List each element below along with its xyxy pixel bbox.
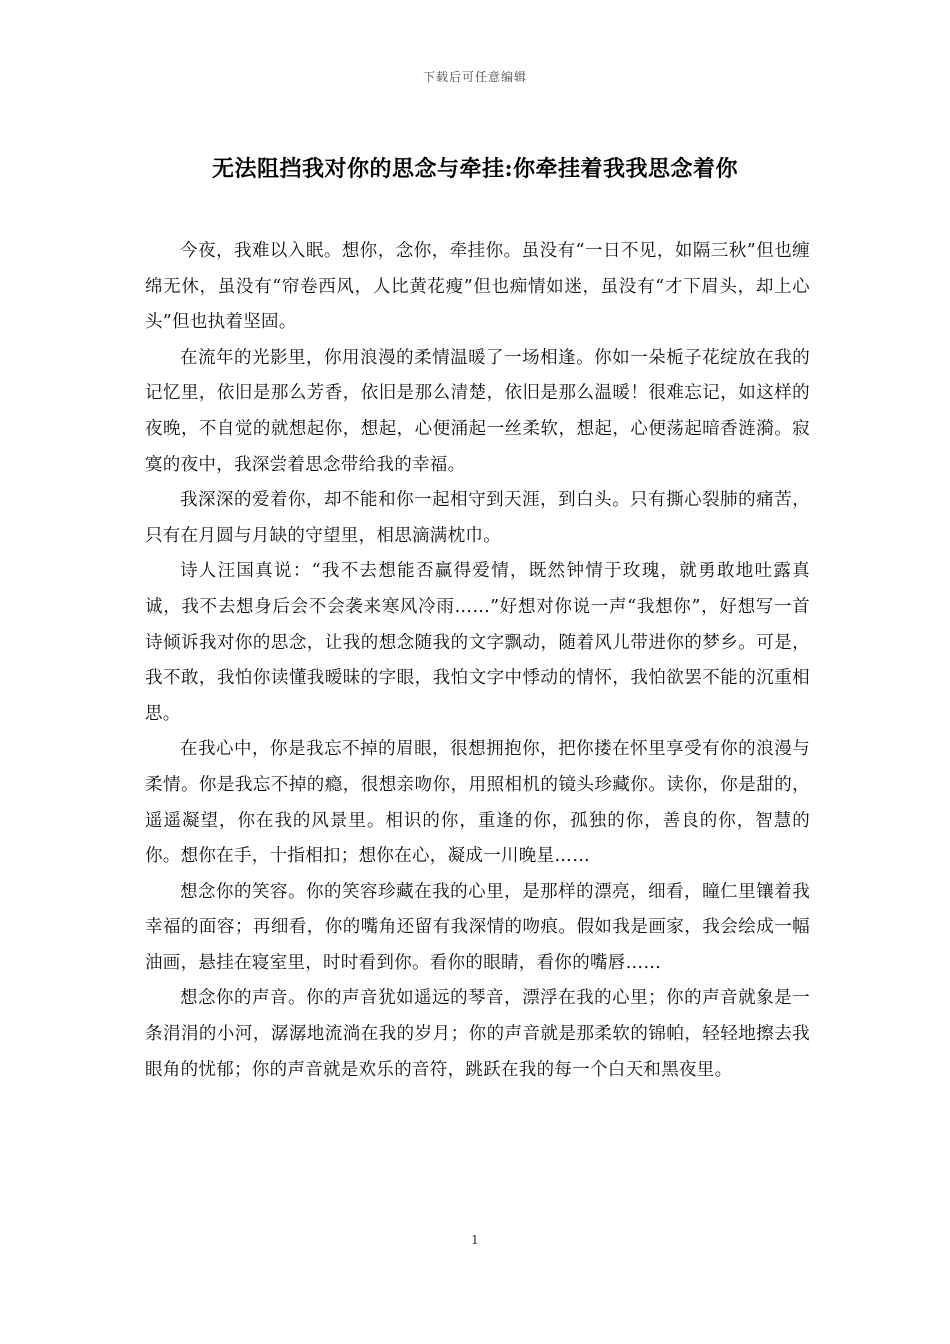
paragraph-3: 我深深的爱着你，却不能和你一起相守到天涯，到白头。只有撕心裂肺的痛苦，只有在月圆与月缺的守望里，相思滴满枕巾。	[145, 490, 810, 546]
page-header: 下载后可任意编辑	[422, 70, 527, 84]
page-number: 1	[471, 1233, 479, 1247]
paragraph-5: 在我心中，你是我忘不掉的眉眼，很想拥抱你，把你搂在怀里享受有你的浪漫与柔情。你是我忘不掉的瘾，很想亲吻你，用照相机的镜头珍藏你。读你，你是甜的，遥遥凝望，你在我的风景里。相识的你，重逢的你，孤独的你，善良的你，智慧的你。想你在手，十指相扣；想你在心，凝成一川晚星……	[145, 739, 810, 867]
document-body	[145, 234, 810, 1088]
paragraph-4: 诗人汪国真说：“我不去想能否赢得爱情，既然钟情于玫瑰，就勇敢地吐露真诚，我不去想身后会不会袭来寒风冷雨……”好想对你说一声“我想你”，好想写一首诗倾诉我对你的思念，让我的想念随我的文字飘动，随着风儿带进你的梦乡。可是，我不敢，我怕你读懂我暧昧的字眼，我怕文字中悸动的情怀，我怕欲罢不能的沉重相思。	[145, 561, 810, 724]
paragraph-7: 想念你的声音。你的声音犹如遥远的琴音，漂浮在我的心里；你的声音就象是一条涓涓的小河，潺潺地流淌在我的岁月；你的声音就是那柔软的锦帕，轻轻地擦去我眼角的忧郁；你的声音就是欢乐的音符，跳跃在我的每一个白天和黑夜里。	[145, 988, 810, 1080]
paragraph-1: 今夜，我难以入眠。想你，念你，牵挂你。虽没有“一日不见，如隔三秋”但也缠绵无休，虽没有“帘卷西风，人比黄花瘦”但也痴情如迷，虽没有“才下眉头，却上心头”但也执着坚固。	[145, 241, 810, 333]
paragraph-6: 想念你的笑容。你的笑容珍藏在我的心里，是那样的漂亮，细看，瞳仁里镶着我幸福的面容；再细看，你的嘴角还留有我深情的吻痕。假如我是画家，我会绘成一幅油画，悬挂在寝室里，时时看到你。看你的眼睛，看你的嘴唇……	[145, 881, 810, 973]
document-title: 无法阻挡我对你的思念与牵挂:你牵挂着我我思念着你	[211, 156, 739, 182]
paragraph-2: 在流年的光影里，你用浪漫的柔情温暖了一场相逢。你如一朵栀子花绽放在我的记忆里，依旧是那么芳香，依旧是那么清楚，依旧是那么温暖！很难忘记，如这样的夜晚，不自觉的就想起你，想起，心便涌起一丝柔软，想起，心便荡起暗香涟漪。寂寞的夜中，我深尝着思念带给我的幸福。	[145, 347, 810, 475]
